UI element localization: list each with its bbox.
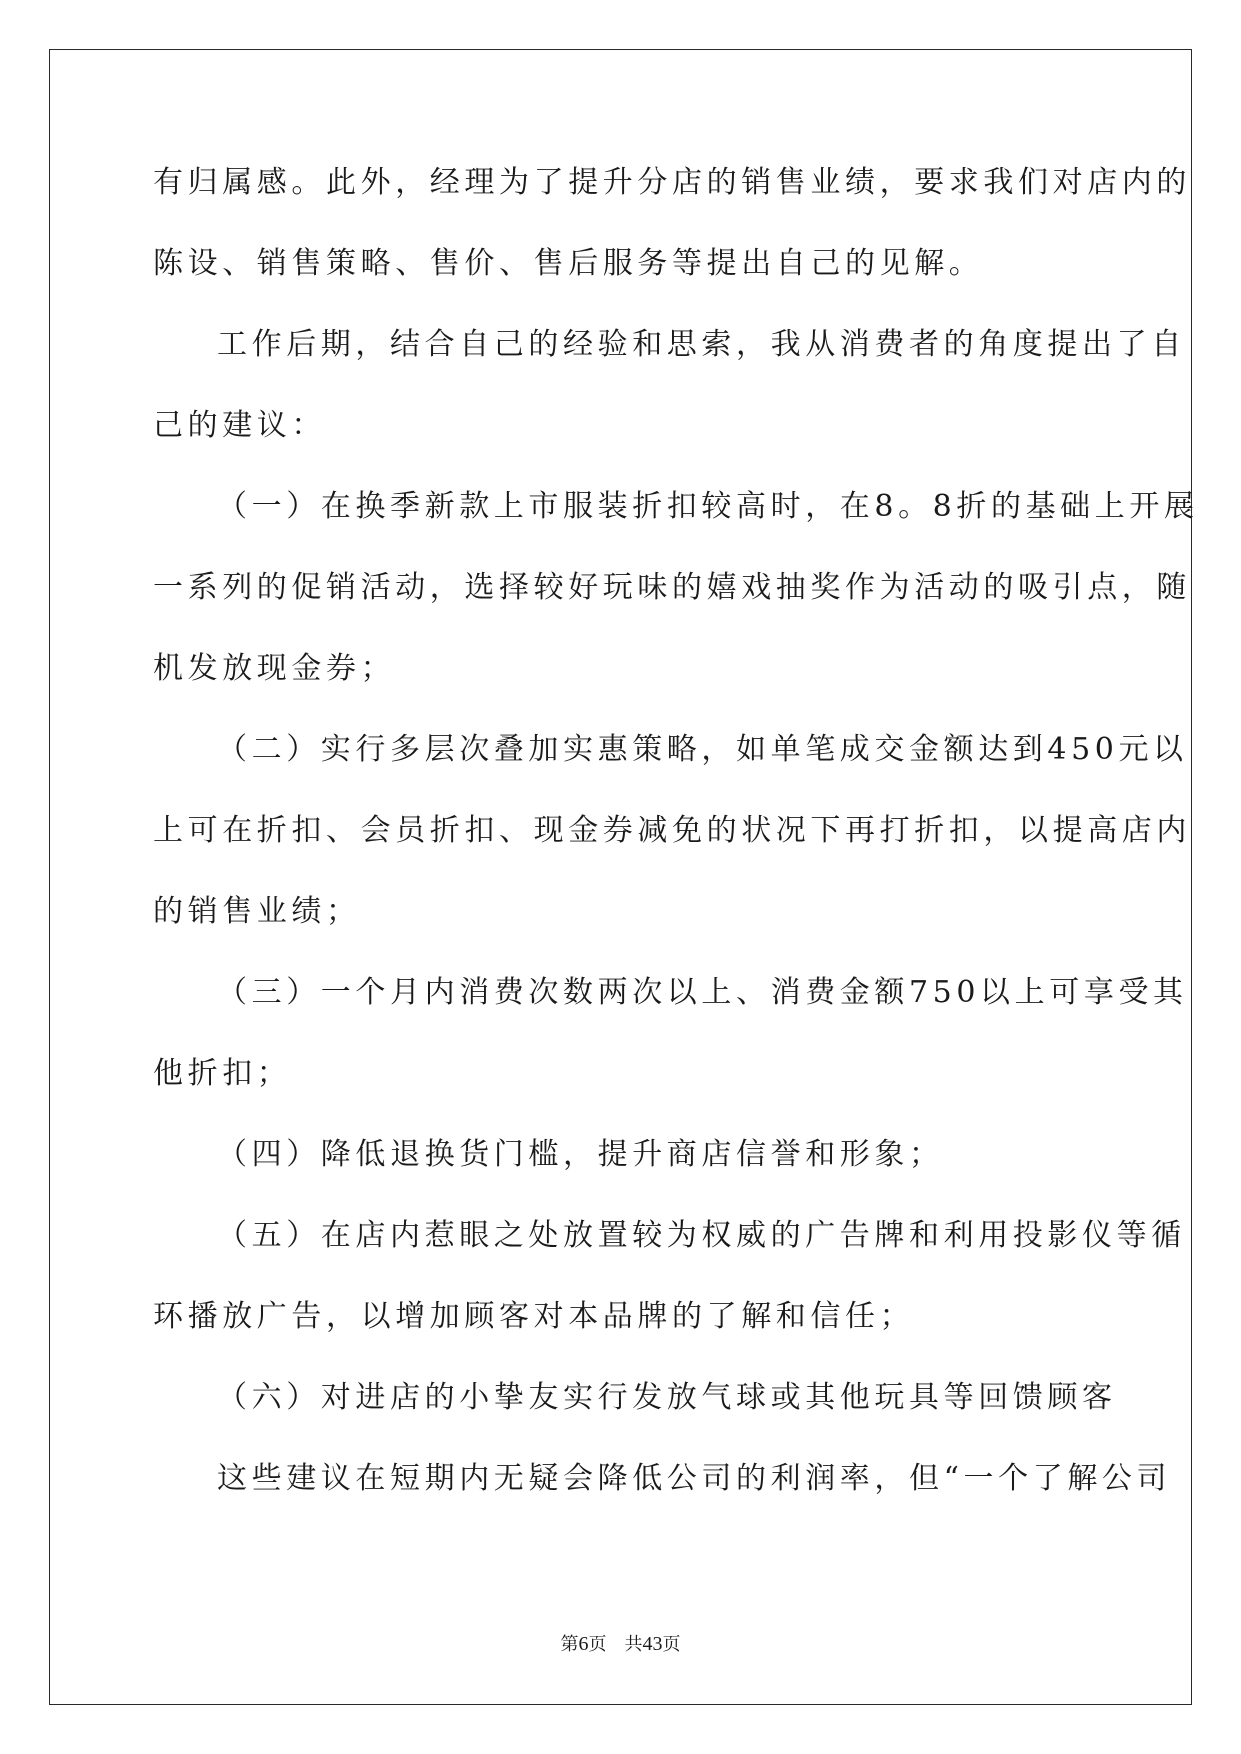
text-line-7: 机发放现金券； bbox=[153, 651, 396, 686]
text-line-15: 环播放广告，以增加顾客对本品牌的了解和信任； bbox=[153, 1299, 915, 1334]
text-line-8: （二）实行多层次叠加实惠策略，如单笔成交金额达到450元以 bbox=[217, 732, 1188, 767]
text-line-9: 上可在折扣、会员折扣、现金券减免的状况下再打折扣，以提高店内 bbox=[153, 813, 1191, 848]
text-line-13: （四）降低退换货门槛，提升商店信誉和形象； bbox=[217, 1137, 944, 1172]
footer-suffix: 页 bbox=[662, 1634, 681, 1655]
text-line-6: 一系列的促销活动，选择较好玩味的嬉戏抽奖作为活动的吸引点，随 bbox=[153, 570, 1191, 605]
text-line-1: 有归属感。此外，经理为了提升分店的销售业绩，要求我们对店内的 bbox=[153, 165, 1191, 200]
footer-middle: 页 共 bbox=[588, 1634, 643, 1655]
text-line-17: 这些建议在短期内无疑会降低公司的利润率，但“一个了解公司 bbox=[217, 1461, 1172, 1496]
text-line-4: 己的建议： bbox=[153, 408, 326, 443]
document-body bbox=[153, 158, 1199, 1535]
footer-total-pages: 43 bbox=[642, 1633, 663, 1655]
text-line-2: 陈设、销售策略、售价、售后服务等提出自己的见解。 bbox=[153, 246, 984, 281]
text-line-12: 他折扣； bbox=[153, 1056, 292, 1091]
text-line-5: （一）在换季新款上市服装折扣较高时，在8。8折的基础上开展 bbox=[217, 489, 1199, 524]
text-line-11: （三）一个月内消费次数两次以上、消费金额750以上可享受其 bbox=[217, 975, 1188, 1010]
text-line-3: 工作后期，结合自己的经验和思索，我从消费者的角度提出了自 bbox=[217, 327, 1186, 362]
text-line-16: （六）对进店的小挚友实行发放气球或其他玩具等回馈顾客 bbox=[217, 1380, 1117, 1415]
text-line-14: （五）在店内惹眼之处放置较为权威的广告牌和利用投影仪等循 bbox=[217, 1218, 1186, 1253]
footer-prefix: 第 bbox=[560, 1634, 579, 1655]
text-line-10: 的销售业绩； bbox=[153, 894, 361, 929]
footer-page-number: 6 bbox=[578, 1633, 589, 1655]
page-footer bbox=[0, 1632, 1241, 1657]
